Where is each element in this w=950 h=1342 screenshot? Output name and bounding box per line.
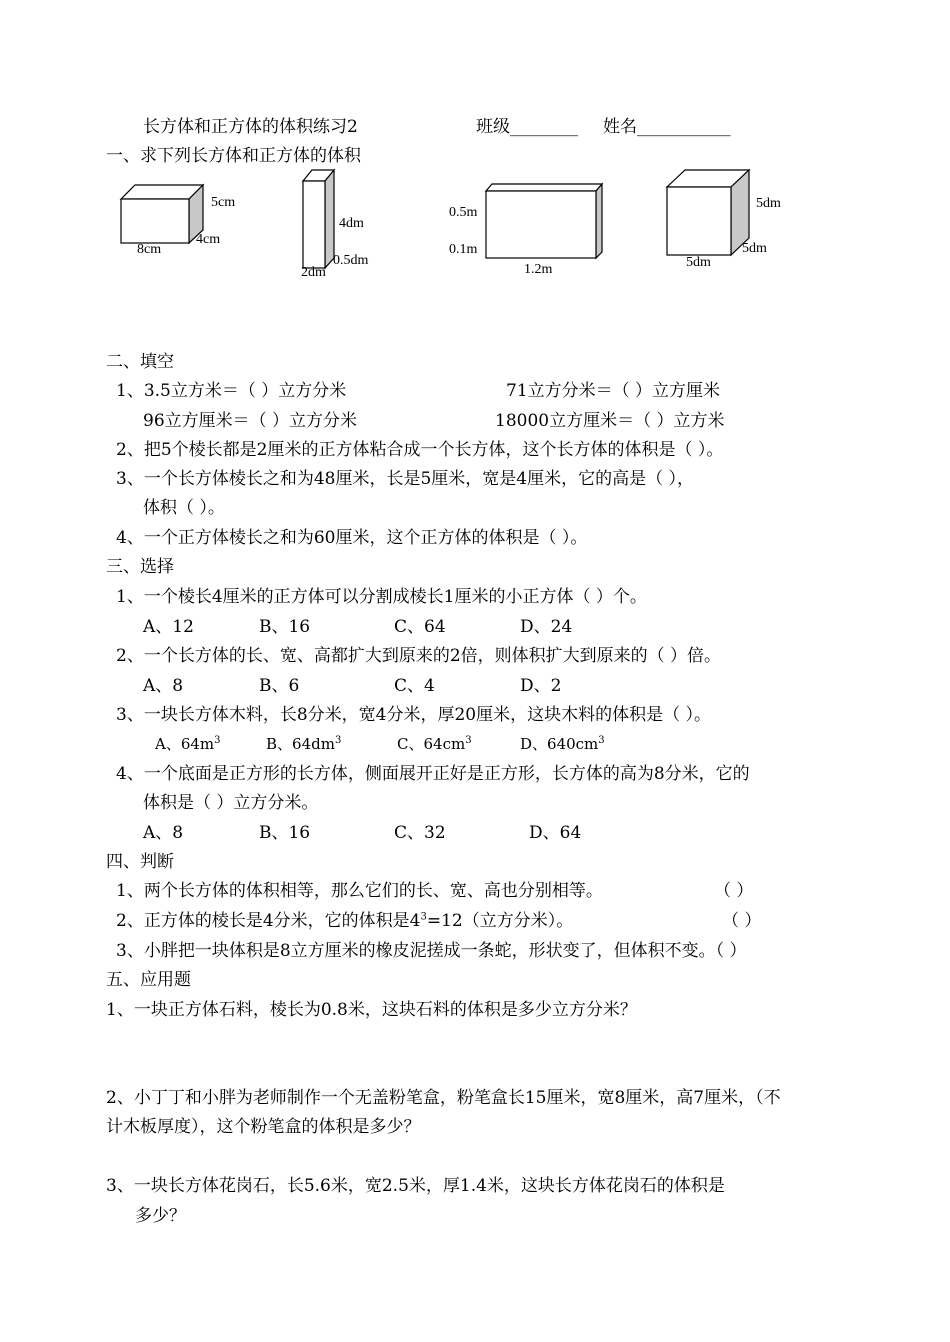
choice-q2: 2、一个长方体的长、宽、高都扩大到原来的2倍，则体积扩大到原来的（ ）倍。	[116, 646, 722, 666]
choice-q4-option-a[interactable]: A、8	[143, 823, 184, 843]
fill-q1d: 18000立方厘米＝（ ）立方米	[495, 411, 725, 431]
choice-q1-option-a[interactable]: A、12	[143, 617, 194, 637]
judge-q2-answer[interactable]: （ ）	[722, 911, 762, 931]
choice-q2-option-d[interactable]: D、2	[520, 676, 562, 696]
choice-q1: 1、一个棱长4厘米的正方体可以分割成棱长1厘米的小正方体（ ）个。	[116, 587, 647, 607]
app-q1: 1、一块正方体石料，棱长为0.8米，这块石料的体积是多少立方分米？	[106, 1000, 637, 1020]
class-field[interactable]: 班级________	[476, 117, 578, 137]
choice-q4-option-d[interactable]: D、64	[529, 823, 582, 843]
choice-q3-option-b[interactable]: B、$64dm^3$	[266, 735, 342, 753]
choice-q2-option-a[interactable]: A、8	[143, 676, 184, 696]
choice-q1-option-b[interactable]: B、16	[259, 617, 311, 637]
choice-q3-option-a[interactable]: A、$64m^3$	[155, 735, 221, 753]
choice-q4-volume: 体积是（ ）立方分米。	[143, 793, 319, 813]
app-q2-cont: 计木板厚度），这个粉笔盒的体积是多少？	[106, 1117, 421, 1137]
fig2-length-label: 2dm	[301, 265, 326, 280]
fill-q3-volume: 体积（ ）。	[143, 498, 225, 518]
choice-q3: 3、一块长方体木料，长8分米，宽4分米，厚20厘米，这块木料的体积是（ ）。	[116, 705, 711, 725]
fill-q1c: 96立方厘米＝（ ）立方分米	[143, 411, 358, 431]
choice-q3-option-d[interactable]: D、$640cm^3$	[520, 735, 605, 753]
fig3-length-label: 1.2m	[524, 262, 553, 277]
fill-q1b: 71立方分米＝（ ）立方厘米	[506, 381, 721, 401]
section5-heading: 五、应用题	[106, 970, 191, 990]
section3-heading: 三、选择	[106, 557, 174, 577]
fill-q3: 3、一个长方体棱长之和为48厘米，长是5厘米，宽是4厘米，它的高是（ ），	[116, 469, 694, 489]
worksheet-title: 长方体和正方体的体积练习2	[143, 117, 358, 137]
fig4-height-label: 5dm	[756, 196, 781, 211]
choice-q1-option-d[interactable]: D、24	[520, 617, 573, 637]
fig1-height-label: 5cm	[211, 195, 236, 210]
fig3-height-label: 0.5m	[449, 205, 478, 220]
fig2-width-label: 0.5dm	[333, 253, 369, 268]
choice-q4-option-c[interactable]: C、32	[394, 823, 446, 843]
fig3-width-label: 0.1m	[449, 242, 478, 257]
choice-q2-option-c[interactable]: C、4	[394, 676, 435, 696]
fig2-height-label: 4dm	[339, 216, 364, 231]
judge-q1: 1、两个长方体的体积相等，那么它们的长、宽、高也分别相等。	[116, 881, 603, 901]
choice-q4-option-b[interactable]: B、16	[259, 823, 311, 843]
cuboid-figure-1	[121, 185, 203, 243]
app-q2: 2、小丁丁和小胖为老师制作一个无盖粉笔盒，粉笔盒长15厘米，宽8厘米，高7厘米，（不	[106, 1088, 781, 1108]
name-field[interactable]: 姓名___________	[603, 117, 731, 137]
section4-heading: 四、判断	[106, 852, 174, 872]
fig1-length-label: 8cm	[137, 242, 162, 257]
cuboid-figure-2	[303, 170, 334, 268]
app-q3: 3、一块长方体花岗石，长5.6米，宽2.5米，厚1.4米，这块长方体花岗石的体积是	[106, 1176, 725, 1196]
section1-heading: 一、求下列长方体和正方体的体积	[106, 146, 361, 166]
fig4-width-label: 5dm	[742, 241, 767, 256]
cuboid-figure-3	[486, 184, 602, 258]
section2-heading: 二、填空	[106, 352, 174, 372]
fig1-width-label: 4cm	[196, 232, 221, 247]
fill-q1a: 1、3.5立方米＝（ ）立方分米	[116, 381, 347, 401]
choice-q4: 4、一个底面是正方形的长方体，侧面展开正好是正方形，长方体的高为8分米，它的	[116, 764, 750, 784]
cube-figure-4	[667, 170, 749, 255]
choice-q2-option-b[interactable]: B、6	[259, 676, 300, 696]
judge-q3: 3、小胖把一块体积是8立方厘米的橡皮泥搓成一条蛇，形状变了，但体积不变。（ ）	[116, 941, 747, 961]
fill-q2: 2、把5个棱长都是2厘米的正方体粘合成一个长方体，这个长方体的体积是（ ）。	[116, 440, 724, 460]
judge-q2: 2、正方体的棱长是4分米，它的体积是$4^3=12$（立方分米）。	[116, 911, 574, 931]
choice-q1-option-c[interactable]: C、64	[394, 617, 446, 637]
fill-q4: 4、一个正方体棱长之和为60厘米，这个正方体的体积是（ ）。	[116, 528, 588, 548]
choice-q3-option-c[interactable]: C、$64cm^3$	[397, 735, 472, 753]
fig4-length-label: 5dm	[686, 255, 711, 270]
judge-q1-answer[interactable]: （ ）	[714, 881, 754, 901]
app-q3-cont: 多少？	[135, 1206, 186, 1226]
